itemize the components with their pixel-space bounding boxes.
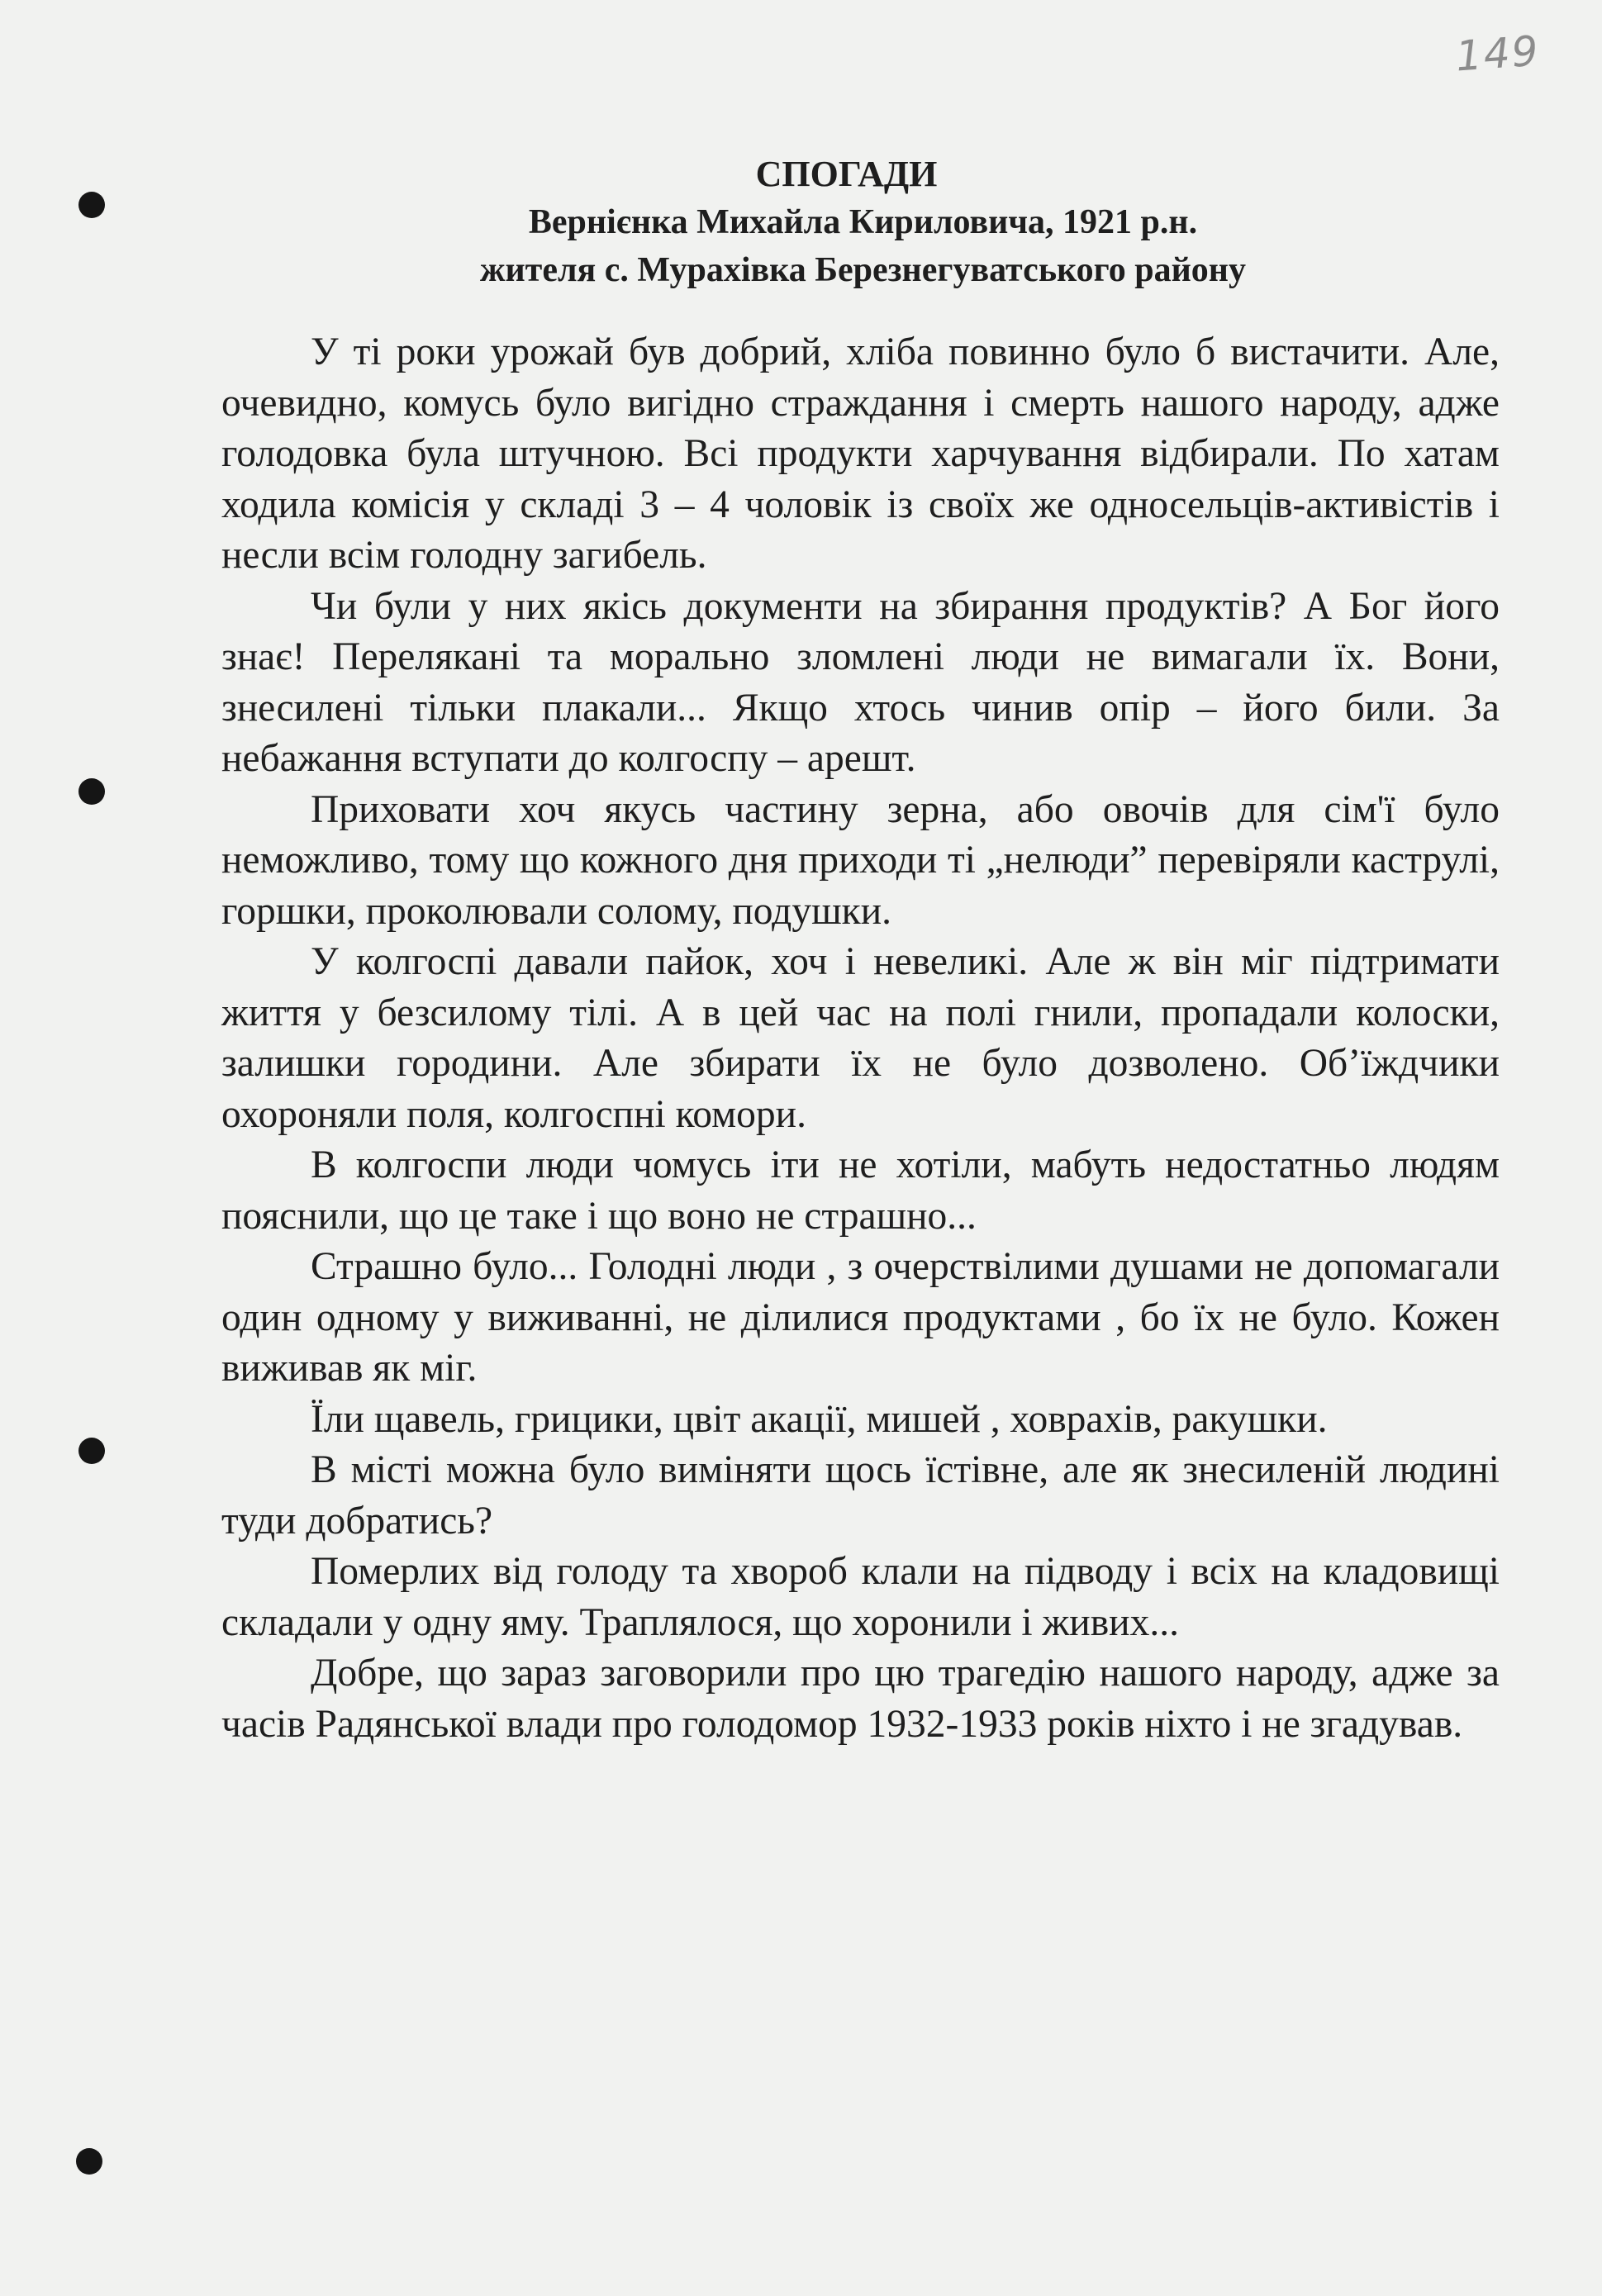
document-subtitle-author: Вернієнка Михайла Кириловича, 1921 р.н. (528, 203, 1198, 241)
paragraph: Їли щавель, грицики, цвіт акації, мишей , ховрахів, ракушки. (311, 1397, 1328, 1441)
paragraph: У ті роки урожай був добрий, хліба повинно було б вистачити. Але, очевидно, комусь було вигідно страждання і смерть нашого народу, адже голодовка була штучною. Всі продукти харчування відбирали. По хатам ходила комісія у складі 3 – 4 чоловік із своїх же односельців-активістів і несли всім голодну загибель. (221, 330, 1500, 577)
document-title: СПОГАДИ (755, 154, 938, 194)
paragraph: Добре, що зараз заговорили про цю трагедію нашого народу, адже за часів Радянської влади про голодомор 1932-1933 років ніхто і не згадував. (221, 1652, 1500, 1746)
paragraph: Чи були у них якісь документи на збирання продуктів? А Бог його знає! Перелякані та морально зломлені люди не вимагали їх. Вони, знесилені тільки плакали... Якщо хтось чинив опір – його били. За небажання вступати до колгоспу – арешт. (221, 584, 1500, 780)
paragraph: Приховати хоч якусь частину зерна, або овочів для сім'ї було неможливо, тому що кожного дня приходи ті „нелюди” перевіряли каструлі, горшки, проколювали солому, подушки. (221, 787, 1500, 933)
document-header (0, 150, 1602, 294)
paragraph: Померлих від голоду та хвороб клали на підводу і всіх на кладовищі складали у одну яму. Траплялося, що хоронили і живих... (221, 1550, 1500, 1644)
paragraph: В місті можна було виміняти щось їстівне, але як знесиленій людині туди добратись? (221, 1448, 1500, 1543)
punch-hole (76, 2148, 102, 2175)
page-number: 149 (1454, 26, 1542, 81)
document-body (221, 327, 1500, 1750)
paragraph: Страшно було... Голодні люди , з очерствілими душами не допомагали один одному у виживанні, не ділилися продуктами , бо їх не було. Кожен виживав як міг. (221, 1245, 1500, 1390)
paragraph: В колгоспи люди чомусь іти не хотіли, мабуть недостатньо людям пояснили, що це таке і що воно не страшно... (221, 1143, 1500, 1238)
document-subtitle-residence: жителя с. Мурахівка Березнегуватського району (480, 251, 1246, 289)
punch-hole (78, 778, 105, 805)
paragraph: У колгоспі давали пайок, хоч і невеликі. Але ж він міг підтримати життя у безсилому тілі. А в цей час на полі гнили, пропадали колоски, залишки городини. Але збирати їх не було дозволено. Об’їждчики охороняли поля, колгоспні комори. (221, 940, 1500, 1136)
punch-hole (78, 1438, 105, 1464)
